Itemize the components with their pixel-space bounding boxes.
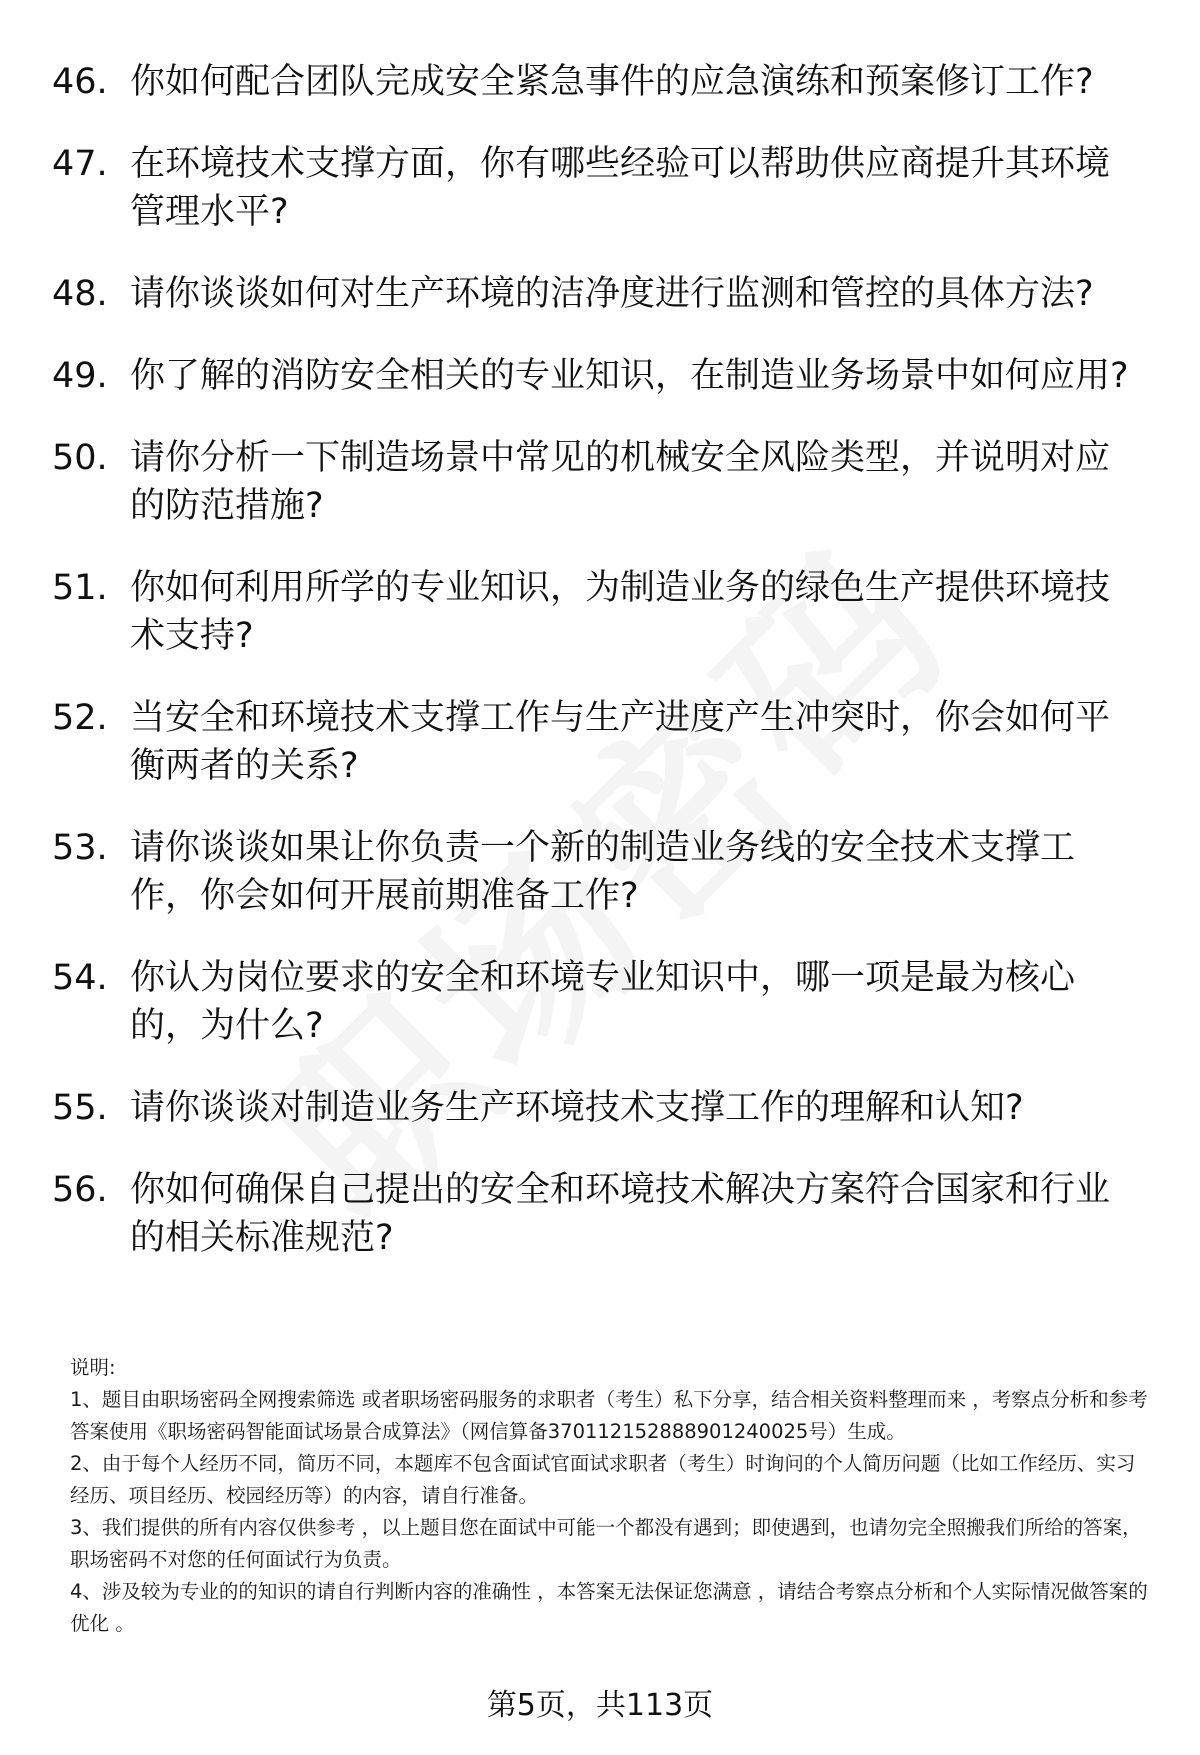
question-text: 请你谈谈如何对生产环境的洁净度进行监测和管控的具体方法? bbox=[130, 274, 1094, 314]
question-text: 你如何利用所学的专业知识，为制造业务的绿色生产提供环境技术支持? bbox=[130, 568, 1111, 656]
question-item bbox=[0, 1166, 1200, 1262]
question-number: 56. bbox=[52, 1170, 108, 1210]
page-number-footer: 第5页，共113页 bbox=[486, 1688, 714, 1723]
question-item bbox=[0, 824, 1200, 920]
question-number: 48. bbox=[52, 274, 108, 314]
notes-section bbox=[70, 1352, 1152, 1640]
note-item: 4、涉及较为专业的的知识的请自行判断内容的准确性 ，本答案无法保证您满意 ，请结合考察点分析和个人实际情况做答案的优化 。 bbox=[70, 1580, 1148, 1635]
question-item bbox=[0, 434, 1200, 530]
question-text: 你了解的消防安全相关的专业知识，在制造业务场景中如何应用? bbox=[130, 356, 1129, 396]
question-text: 请你谈谈对制造业务生产环境技术支撑工作的理解和认知? bbox=[130, 1088, 1024, 1128]
question-item bbox=[0, 694, 1200, 790]
question-text: 你认为岗位要求的安全和环境专业知识中，哪一项是最为核心的，为什么? bbox=[130, 958, 1076, 1046]
notes-heading: 说明: bbox=[70, 1356, 116, 1379]
question-number: 51. bbox=[52, 568, 108, 608]
question-number: 54. bbox=[52, 958, 108, 998]
question-number: 55. bbox=[52, 1088, 108, 1128]
question-text: 你如何配合团队完成安全紧急事件的应急演练和预案修订工作? bbox=[130, 62, 1094, 102]
question-text: 你如何确保自己提出的安全和环境技术解决方案符合国家和行业的相关标准规范? bbox=[130, 1170, 1111, 1258]
question-item bbox=[0, 140, 1200, 236]
note-item: 3、我们提供的所有内容仅供参考 ，以上题目您在面试中可能一个都没有遇到；即使遇到，也请勿完全照搬我们所给的答案，职场密码不对您的任何面试行为负责。 bbox=[70, 1516, 1142, 1571]
note-item: 2、由于每个人经历不同，简历不同，本题库不包含面试官面试求职者（考生）时询问的个人简历问题（比如工作经历、实习经历、项目经历、校园经历等）的内容，请自行准备。 bbox=[70, 1452, 1136, 1507]
question-text: 请你谈谈如果让你负责一个新的制造业务线的安全技术支撑工作，你会如何开展前期准备工作? bbox=[130, 828, 1076, 916]
question-text: 在环境技术支撑方面，你有哪些经验可以帮助供应商提升其环境管理水平? bbox=[130, 144, 1111, 232]
question-item bbox=[0, 352, 1200, 400]
question-number: 47. bbox=[52, 144, 108, 184]
question-item bbox=[0, 1084, 1200, 1132]
question-item bbox=[0, 58, 1200, 106]
question-number: 49. bbox=[52, 356, 108, 396]
question-number: 46. bbox=[52, 62, 108, 102]
question-text: 请你分析一下制造场景中常见的机械安全风险类型，并说明对应的防范措施? bbox=[130, 438, 1111, 526]
question-item bbox=[0, 270, 1200, 318]
question-number: 53. bbox=[52, 828, 108, 868]
question-text: 当安全和环境技术支撑工作与生产进度产生冲突时，你会如何平衡两者的关系? bbox=[130, 698, 1111, 786]
note-item: 1、题目由职场密码全网搜索筛选 或者职场密码服务的求职者（考生）私下分享，结合相关资料整理而来 ，考察点分析和参考答案使用《职场密码智能面试场景合成算法》（网信算备370112152888901240025号）生成。 bbox=[70, 1388, 1148, 1443]
question-number: 52. bbox=[52, 698, 108, 738]
question-item bbox=[0, 954, 1200, 1050]
question-item bbox=[0, 564, 1200, 660]
question-number: 50. bbox=[52, 438, 108, 478]
